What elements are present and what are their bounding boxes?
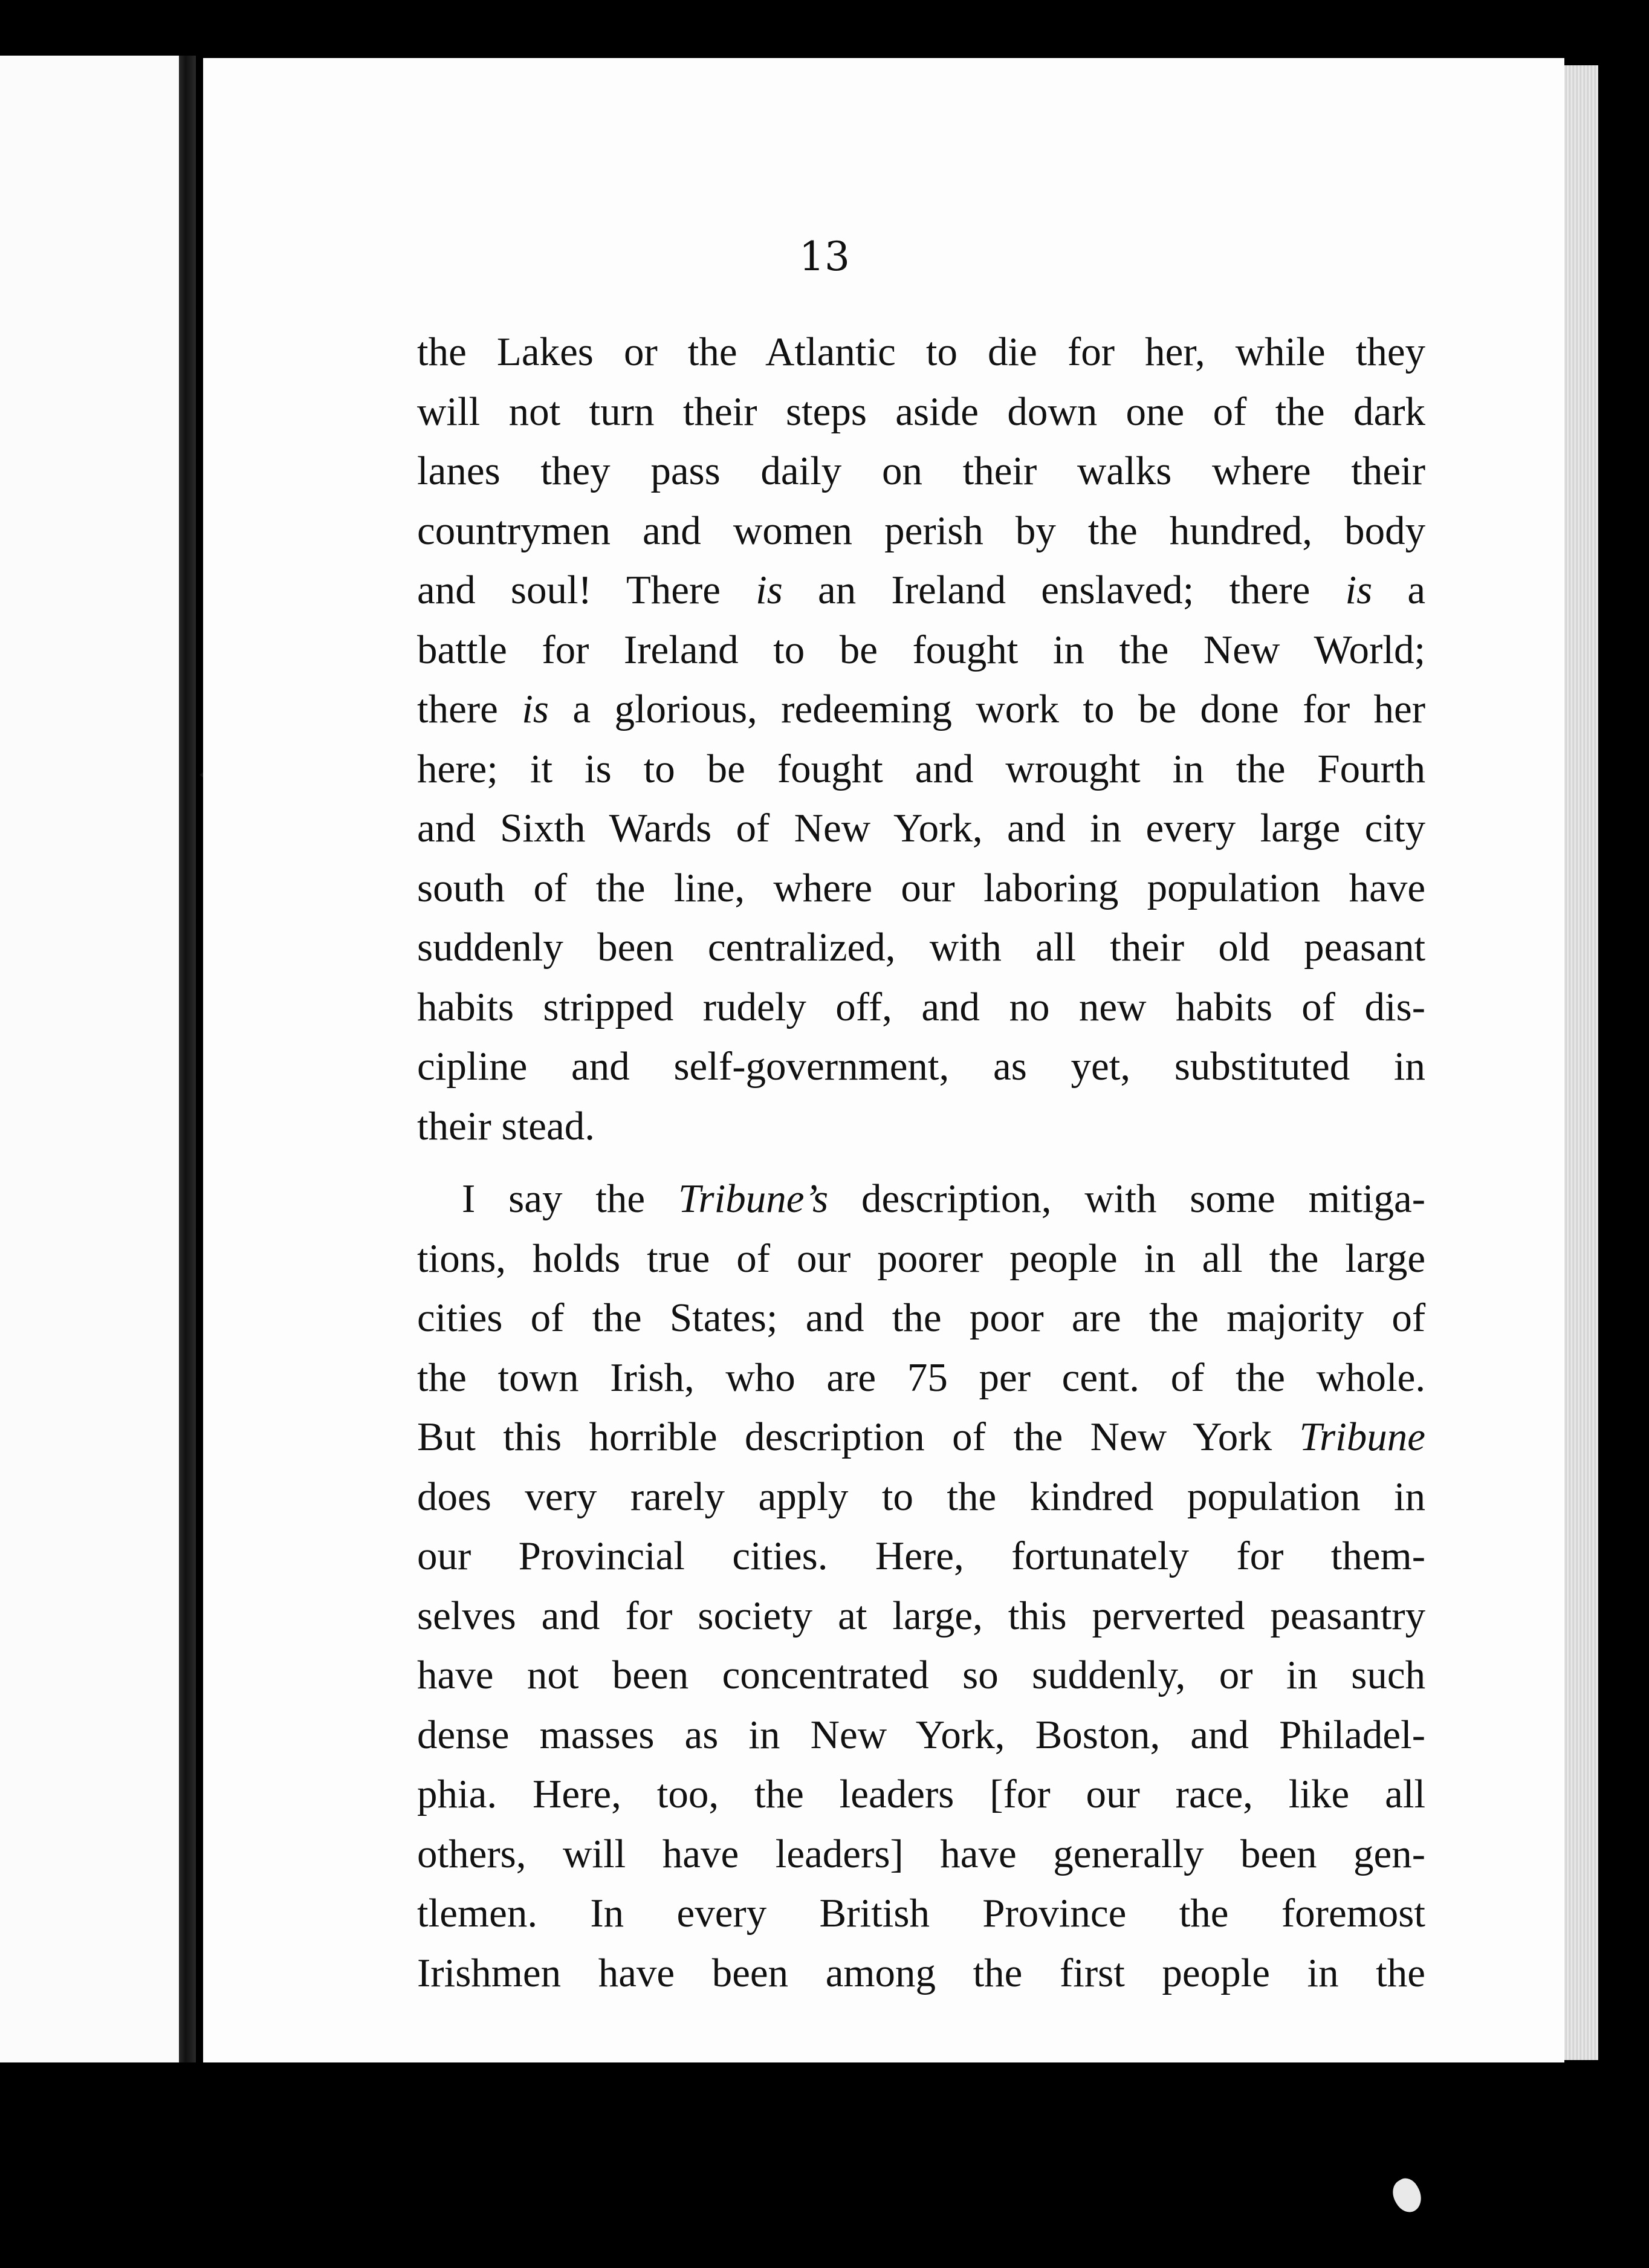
paper-speck: [1387, 2174, 1427, 2217]
paragraph-gap: [417, 1156, 1425, 1169]
text-line: others, will have leaders] have generally been gen-: [417, 1831, 1426, 1876]
text-line: the Lakes or the Atlantic to die for her, while they: [417, 329, 1426, 374]
text-line: have not been concentrated so suddenly, or in such: [417, 1653, 1426, 1697]
book-gutter: [179, 56, 196, 2062]
text-line: habits stripped rudely off, and no new habits of dis-: [417, 984, 1425, 1029]
text-line: Irishmen have been among the first people in the: [417, 1950, 1425, 1995]
text-line: and soul! There is an Ireland enslaved; there is a: [417, 568, 1426, 612]
text-line: tions, holds true of our poorer people in all the large: [417, 1236, 1426, 1281]
scan-border-right: [1598, 65, 1649, 2268]
text-line: will not turn their steps aside down one of the dark: [417, 389, 1426, 434]
text-line: here; it is to be fought and wrought in the Fourth: [417, 746, 1426, 791]
text-line: and Sixth Wards of New York, and in every large city: [417, 806, 1426, 850]
text-line: phia. Here, too, the leaders [for our race, like all: [417, 1772, 1426, 1816]
previous-page-edge: [0, 56, 181, 2062]
text-line: their stead.: [417, 1103, 595, 1149]
page-number: 13: [799, 233, 850, 280]
text-line: But this horrible description of the New York Tribune: [417, 1414, 1426, 1459]
text-line: lanes they pass daily on their walks where their: [417, 449, 1426, 493]
text-line: does very rarely apply to the kindred population in: [417, 1474, 1426, 1519]
text-line: our Provincial cities. Here, fortunately for them-: [417, 1534, 1426, 1578]
text-line: suddenly been centralized, with all their old peasant: [417, 925, 1426, 970]
text-line: battle for Ireland to be fought in the New World;: [417, 627, 1426, 672]
text-line: cipline and self-government, as yet, substituted in: [417, 1044, 1426, 1089]
text-line: dense masses as in New York, Boston, and Philadel-: [417, 1712, 1426, 1757]
text-line: tlemen. In every British Province the foremost: [417, 1891, 1425, 1936]
text-line: cities of the States; and the poor are the majority of: [417, 1295, 1426, 1340]
text-line: the town Irish, who are 75 per cent. of the whole.: [417, 1355, 1426, 1400]
text-line: south of the line, where our laboring population have: [417, 865, 1426, 910]
text-line: I say the Tribune’s description, with some mitiga-: [462, 1176, 1426, 1221]
text-line: countrymen and women perish by the hundred, body: [417, 508, 1426, 553]
text-line: selves and for society at large, this perverted peasantry: [417, 1593, 1426, 1638]
body-text: [417, 322, 1425, 2003]
text-line: there is a glorious, redeeming work to be done for her: [417, 687, 1426, 731]
page-stack-edge: [1564, 65, 1598, 2060]
